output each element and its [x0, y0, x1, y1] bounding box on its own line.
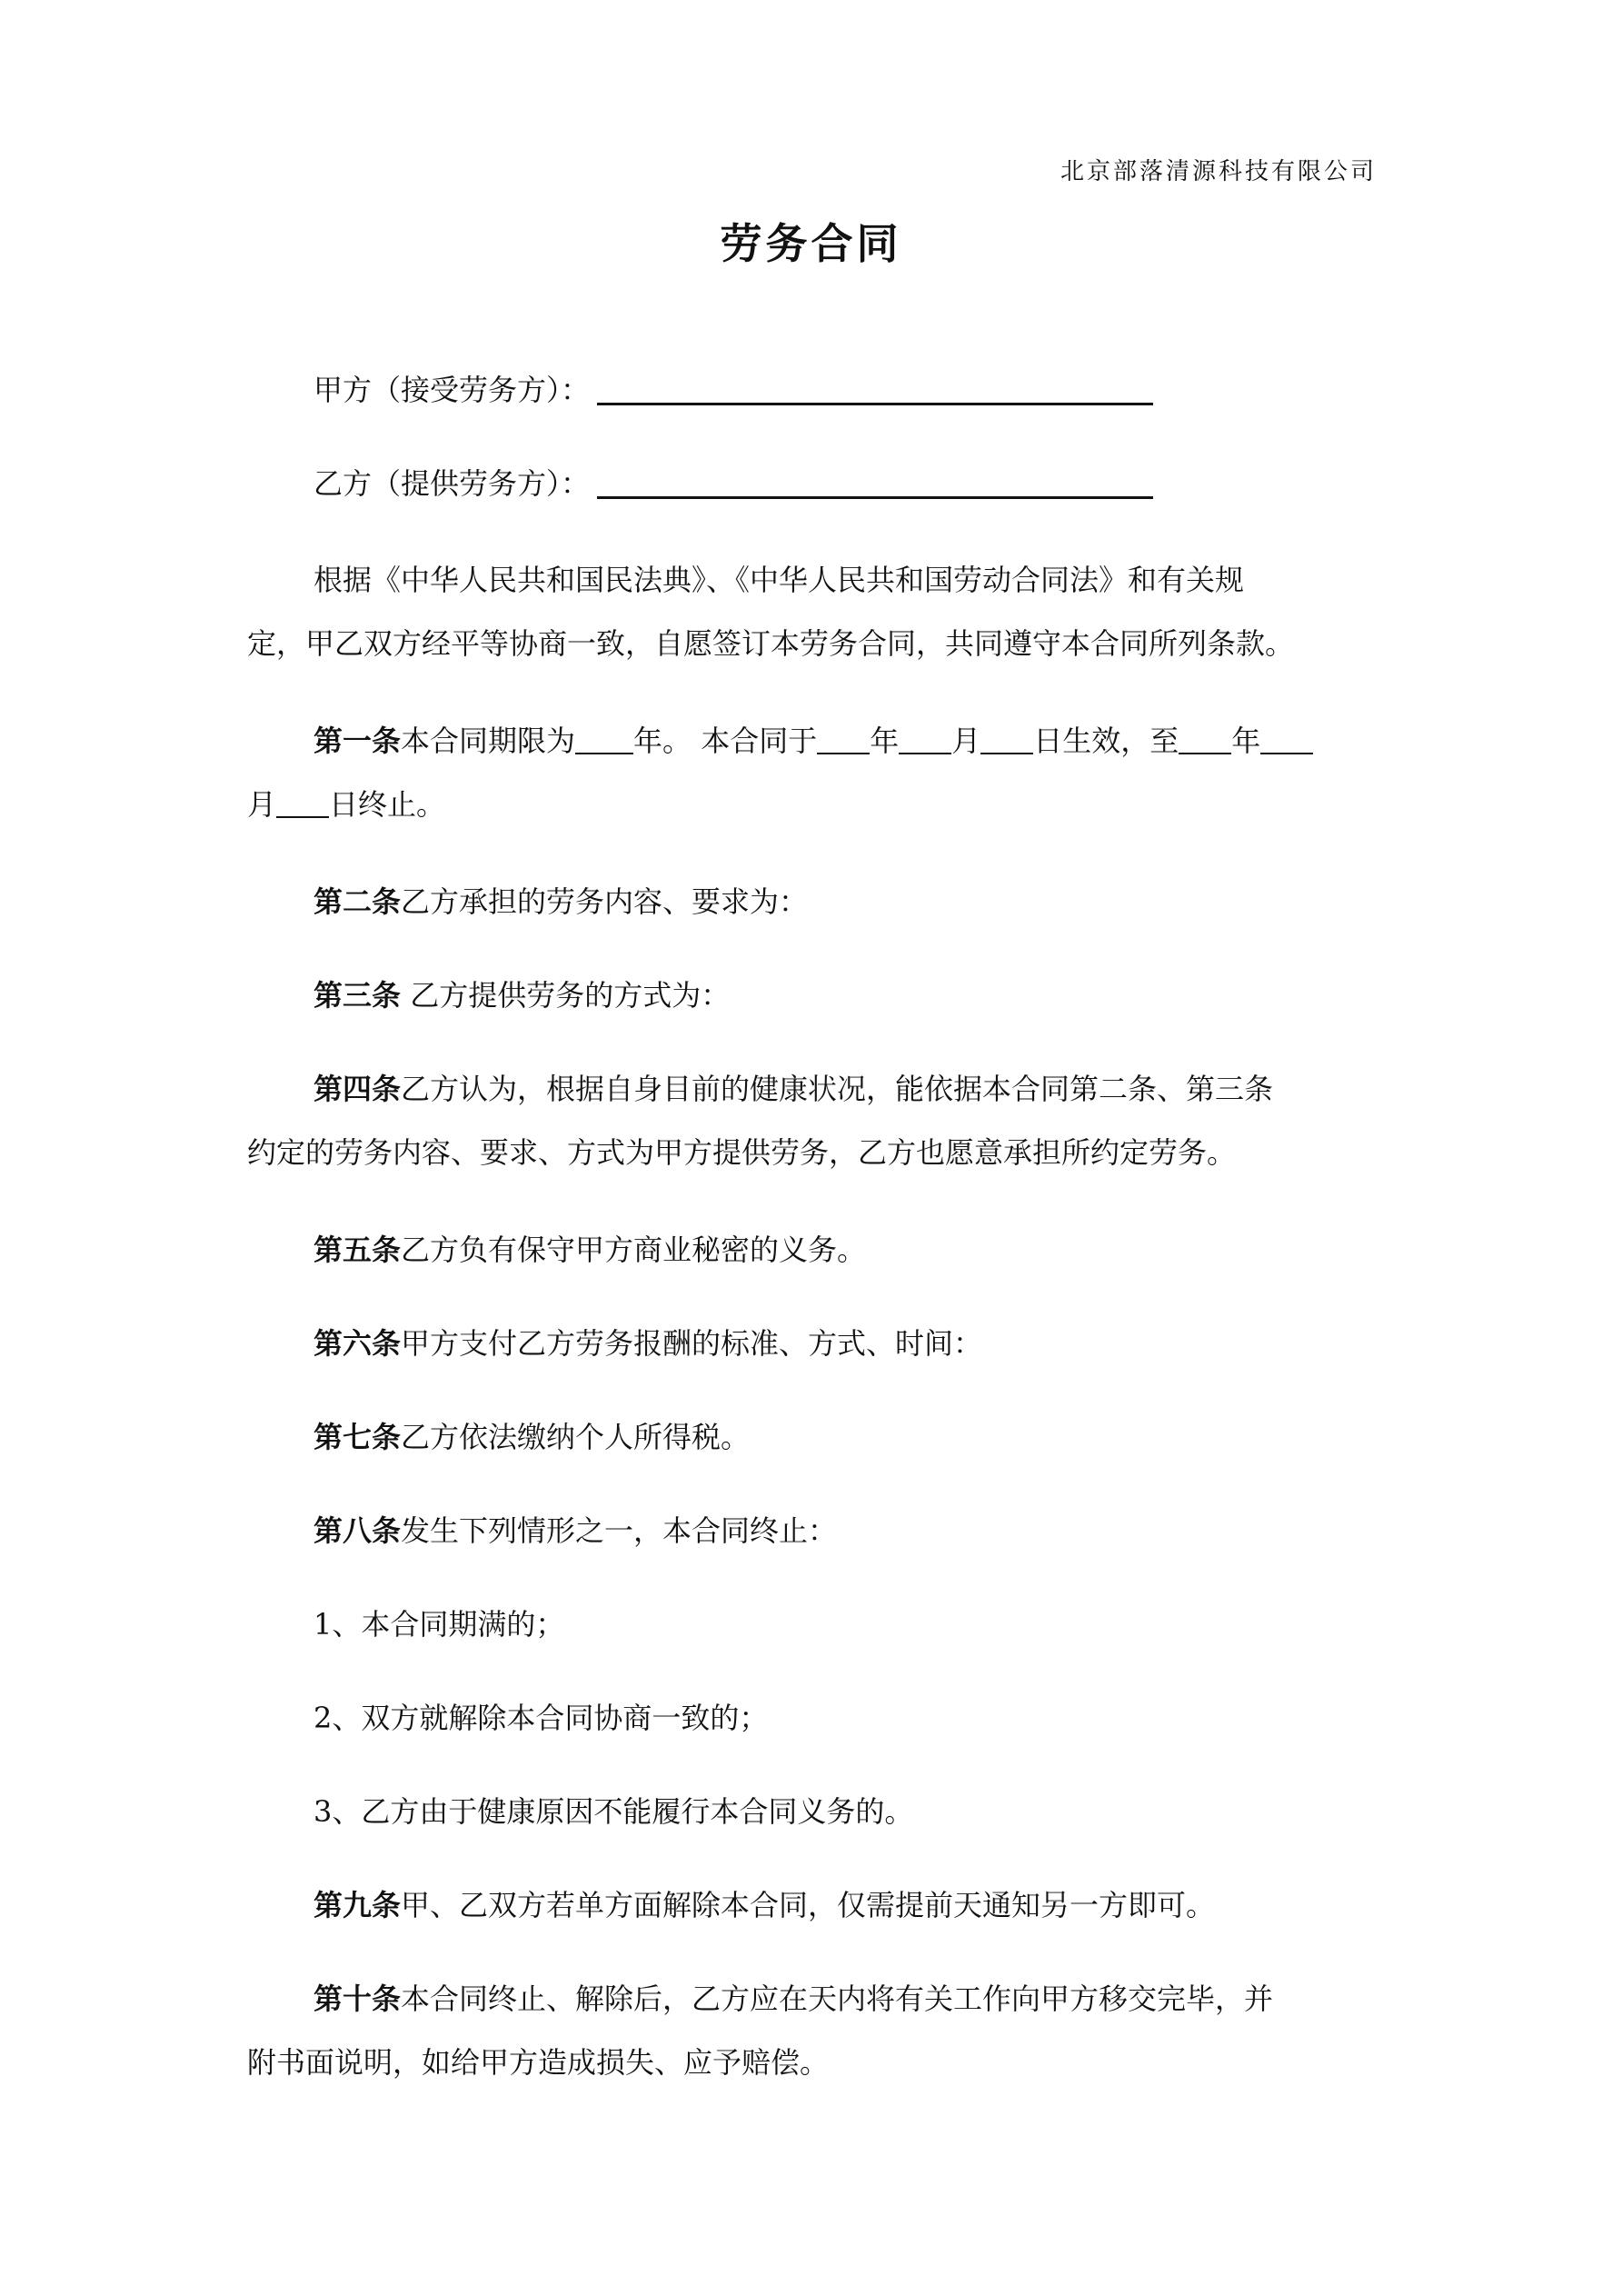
article-4-line-2: 约定的劳务内容、要求、方式为甲方提供劳务，乙方也愿意承担所约定劳务。 [247, 1135, 1237, 1170]
party-b-blank [597, 465, 1153, 499]
article-6-heading: 第六条 [313, 1326, 402, 1361]
article-7 [313, 1419, 750, 1455]
article-1-text: 年 [1231, 724, 1261, 758]
article-1-text: 月 [247, 787, 277, 822]
intro-line-1: 根据《中华人民共和国民法典》、《中华人民共和国劳动合同法》和有关规 [313, 563, 1245, 597]
blank-end-month [1260, 725, 1313, 754]
article-3 [313, 977, 730, 1013]
article-8 [313, 1512, 837, 1549]
article-10-heading: 第十条 [313, 1982, 402, 2016]
article-1-text: 年 [870, 724, 900, 758]
blank-start-year [817, 725, 870, 754]
party-a-blank [597, 372, 1153, 405]
blank-start-month [899, 725, 951, 754]
article-1-text: 日生效，至 [1033, 724, 1179, 758]
article-9-heading: 第九条 [313, 1888, 402, 1922]
article-9 [313, 1887, 1215, 1923]
intro-line-2: 定，甲乙双方经平等协商一致，自愿签订本劳务合同，共同遵守本合同所列条款。 [247, 626, 1295, 661]
list-item: 3、乙方由于健康原因不能履行本合同义务的。 [313, 1794, 914, 1829]
article-10-text: 本合同终止、解除后，乙方应在天内将有关工作向甲方移交完毕，并 [401, 1982, 1274, 2016]
article-1-line-2 [247, 786, 445, 823]
article-7-heading: 第七条 [313, 1420, 402, 1454]
article-7-text: 乙方依法缴纳个人所得税。 [401, 1420, 751, 1454]
article-1-text: 年。 本合同于 [633, 724, 818, 758]
article-5-heading: 第五条 [313, 1233, 402, 1267]
article-1-heading: 第一条 [313, 724, 402, 758]
article-3-heading: 第三条 [313, 978, 402, 1013]
list-item: 1、本合同期满的； [313, 1607, 565, 1642]
blank-years [575, 725, 633, 754]
article-8-heading: 第八条 [313, 1513, 402, 1548]
article-4-line-1 [313, 1071, 1273, 1107]
article-1-text: 本合同期限为 [401, 724, 576, 758]
article-4-text: 乙方认为，根据自身目前的健康状况，能依据本合同第二条、第三条 [401, 1072, 1274, 1106]
article-1-text: 月 [951, 724, 981, 758]
article-2-heading: 第二条 [313, 884, 402, 919]
party-a-line [313, 372, 1153, 408]
article-8-text: 发生下列情形之一，本合同终止： [401, 1513, 838, 1548]
article-10-line-1 [313, 1981, 1273, 2017]
blank-end-year [1179, 725, 1231, 754]
article-3-text: 乙方提供劳务的方式为： [401, 978, 731, 1013]
article-2-text: 乙方承担的劳务内容、要求为： [401, 884, 809, 919]
article-5 [313, 1232, 866, 1268]
party-b-line [313, 465, 1153, 502]
blank-end-day [276, 789, 329, 818]
article-5-text: 乙方负有保守甲方商业秘密的义务。 [401, 1233, 867, 1267]
blank-start-day [980, 725, 1033, 754]
party-b-label: 乙方（提供劳务方）： [313, 466, 591, 501]
article-10-line-2: 附书面说明，如给甲方造成损失、应予赔偿。 [247, 2045, 830, 2080]
company-name: 北京部落清源科技有限公司 [1060, 158, 1377, 185]
article-9-text: 甲、乙双方若单方面解除本合同，仅需提前天通知另一方即可。 [401, 1888, 1216, 1922]
article-4-heading: 第四条 [313, 1072, 402, 1106]
document-title: 劳务合同 [720, 219, 902, 268]
article-6-text: 甲方支付乙方劳务报酬的标准、方式、时间： [401, 1326, 983, 1361]
article-1-text: 日终止。 [329, 787, 446, 822]
article-1-line-1 [313, 723, 1313, 759]
list-item: 2、双方就解除本合同协商一致的； [313, 1701, 769, 1735]
party-a-label: 甲方（接受劳务方）： [313, 373, 591, 407]
article-2 [313, 883, 808, 920]
article-6 [313, 1325, 982, 1362]
